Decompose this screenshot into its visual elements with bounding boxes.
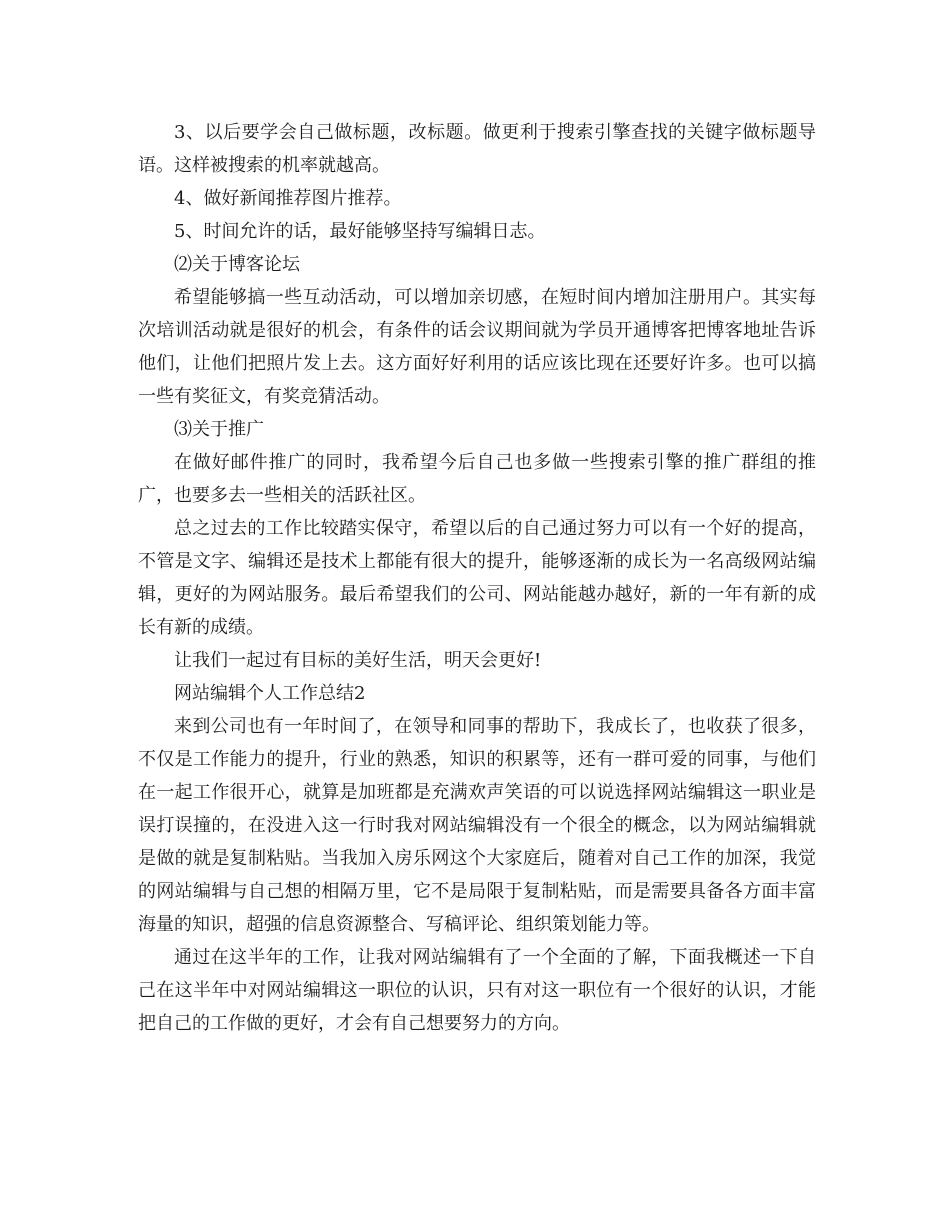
section-heading-promotion: ⑶关于推广 xyxy=(174,419,264,440)
paragraph-closing: 让我们一起过有目标的美好生活，明天会更好! xyxy=(174,650,542,671)
paragraph-tip-5: 5、时间允许的话，最好能够坚持写编辑日志。 xyxy=(174,221,546,242)
paragraph-summary: 总之过去的工作比较踏实保守，希望以后的自己通过努力可以有一个好的提高，不管是文字、编辑还是技术上都能有很大的提升，能够逐渐的成长为一名高级网站编辑，更好的为网站服务。最后希望我们的公司、网站能越办越好，新的一年有新的成长有新的成绩。 xyxy=(138,518,816,638)
paragraph-blog-forum: 希望能够搞一些互动活动，可以增加亲切感，在短时间内增加注册用户。其实每次培训活动就是很好的机会，有条件的话会议期间就为学员开通博客把博客地址告诉他们，让他们把照片发上去。这方面好好利用的话应该比现在还要好许多。也可以搞一些有奖征文，有奖竞猜活动。 xyxy=(138,287,816,407)
article-title-2: 网站编辑个人工作总结2 xyxy=(174,683,366,704)
paragraph-overview-2: 通过在这半年的工作，让我对网站编辑有了一个全面的了解，下面我概述一下自己在这半年中对网站编辑这一职位的认识，只有对这一职位有一个很好的认识，才能把自己的工作做的更好，才会有自己想要努力的方向。 xyxy=(138,947,816,1034)
paragraph-tip-3: 3、以后要学会自己做标题，改标题。做更利于搜索引擎查找的关键字做标题导语。这样被搜索的机率就越高。 xyxy=(138,122,816,176)
paragraph-promotion: 在做好邮件推广的同时，我希望今后自己也多做一些搜索引擎的推广群组的推广，也要多去一些相关的活跃社区。 xyxy=(138,452,816,506)
paragraph-tip-4: 4、做好新闻推荐图片推荐。 xyxy=(174,188,402,209)
paragraph-intro-2: 来到公司也有一年时间了，在领导和同事的帮助下，我成长了，也收获了很多，不仅是工作能力的提升，行业的熟悉，知识的积累等，还有一群可爱的同事，与他们在一起工作很开心，就算是加班都是充满欢声笑语的可以说选择网站编辑这一职业是误打误撞的，在没进入这一行时我对网站编辑没有一个很全的概念，以为网站编辑就是做的就是复制粘贴。当我加入房乐网这个大家庭后，随着对自己工作的加深，我觉的网站编辑与自己想的相隔万里，它不是局限于复制粘贴，而是需要具备各方面丰富海量的知识，超强的信息资源整合、写稿评论、组织策划能力等。 xyxy=(138,716,816,935)
section-heading-blog-forum: ⑵关于博客论坛 xyxy=(174,254,300,275)
